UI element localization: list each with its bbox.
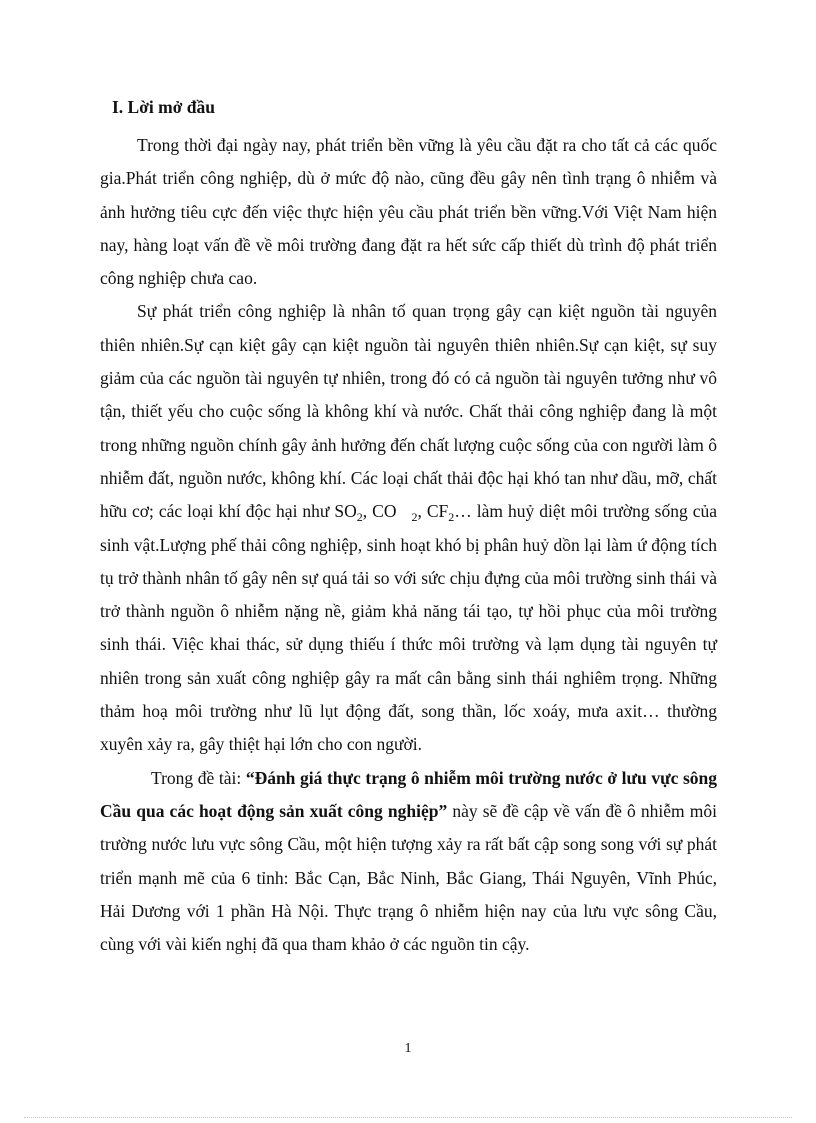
paragraph-text-segment: Trong đề tài:	[151, 767, 246, 788]
body-text	[100, 129, 717, 961]
paragraph-text-segment: , CF	[417, 501, 449, 522]
subscript: 2	[448, 510, 455, 525]
section-heading: I. Lời mở đầu	[112, 97, 216, 117]
paragraph-industrial-impact	[100, 295, 717, 761]
paragraph-text-segment: , CO	[362, 501, 397, 522]
paragraph-text-segment: … làm huỷ diệt môi trường sống của sinh vật.Lượng phế thải công nghiệp, sinh hoạt khó bị phân huỷ dồn lại làm ứ động tích tụ trở thành nhân tố gây nên sự quá tải so với sức chịu đựng của môi trường sinh thái và trở thành nguồn ô nhiễm nặng nề, giảm khả năng tái tạo, tự hồi phục của môi trường sinh thái. Việc khai thác, sử dụng thiếu í thức môi trường và lạm dụng tài nguyên tự nhiên trong sản xuất công nghiệp gây ra mất cân bằng sinh thái nghiêm trọng. Những thảm hoạ môi trường như lũ lụt động đất, song thần, lốc xoáy, mưa axit… thường xuyên xảy ra, gây thiệt hại lớn cho con người.	[100, 501, 718, 755]
paragraph-text-segment: Sự phát triển công nghiệp là nhân tố quan trọng gây cạn kiệt nguồn tài nguyên thiên nhiên.Sự cạn kiệt gây cạn kiệt nguồn tài nguyên thiên nhiên.Sự cạn kiệt, sự suy giảm của các nguồn tài nguyên tự nhiên, trong đó có cả nguồn tài nguyên tưởng như vô tận, thiết yếu cho cuộc sống là không khí và nước. Chất thải công nghiệp đang là một trong những nguồn chính gây ảnh hưởng đến chất lượng cuộc sống của con người làm ô nhiễm đất, nguồn nước, không khí. Các loại chất thải độc hại khó tan như dầu, mỡ, chất hữu cơ; các loại khí độc hại như SO	[100, 301, 717, 522]
page-bottom-divider	[24, 1117, 792, 1118]
subscript: 2	[356, 510, 363, 525]
subscript: 2	[411, 510, 418, 525]
topic-title: “Đánh giá thực trạng ô nhiễm môi trường nước ở lưu vực sông Cầu qua các hoạt động sản xuất công nghiệp”	[100, 767, 717, 821]
paragraph-text-segment: này sẽ đề cập về vấn đề ô nhiễm môi trường nước lưu vực sông Cầu, một hiện tượng xảy ra rất bất cập song song với sự phát triển mạnh mẽ của 6 tỉnh: Bắc Cạn, Bắc Ninh, Bắc Giang, Thái Nguyên, Vĩnh Phúc, Hải Dương với 1 phần Hà Nội. Thực trạng ô nhiễm hiện nay của lưu vực sông Cầu, cùng với vài kiến nghị đã qua tham khảo ở các nguồn tin cậy.	[100, 800, 717, 955]
paragraph-intro: Trong thời đại ngày nay, phát triển bền vững là yêu cầu đặt ra cho tất cả các quốc gia.Phát triển công nghiệp, dù ở mức độ nào, cũng đều gây nên tình trạng ô nhiễm và ảnh hưởng tiêu cực đến việc thực hiện yêu cầu phát triển bền vững.Với Việt Nam hiện nay, hàng loạt vấn đề về môi trường đang đặt ra hết sức cấp thiết dù trình độ phát triển công nghiệp chưa cao.	[100, 135, 717, 289]
page-number: 1	[404, 1041, 412, 1056]
paragraph-topic	[100, 762, 717, 962]
